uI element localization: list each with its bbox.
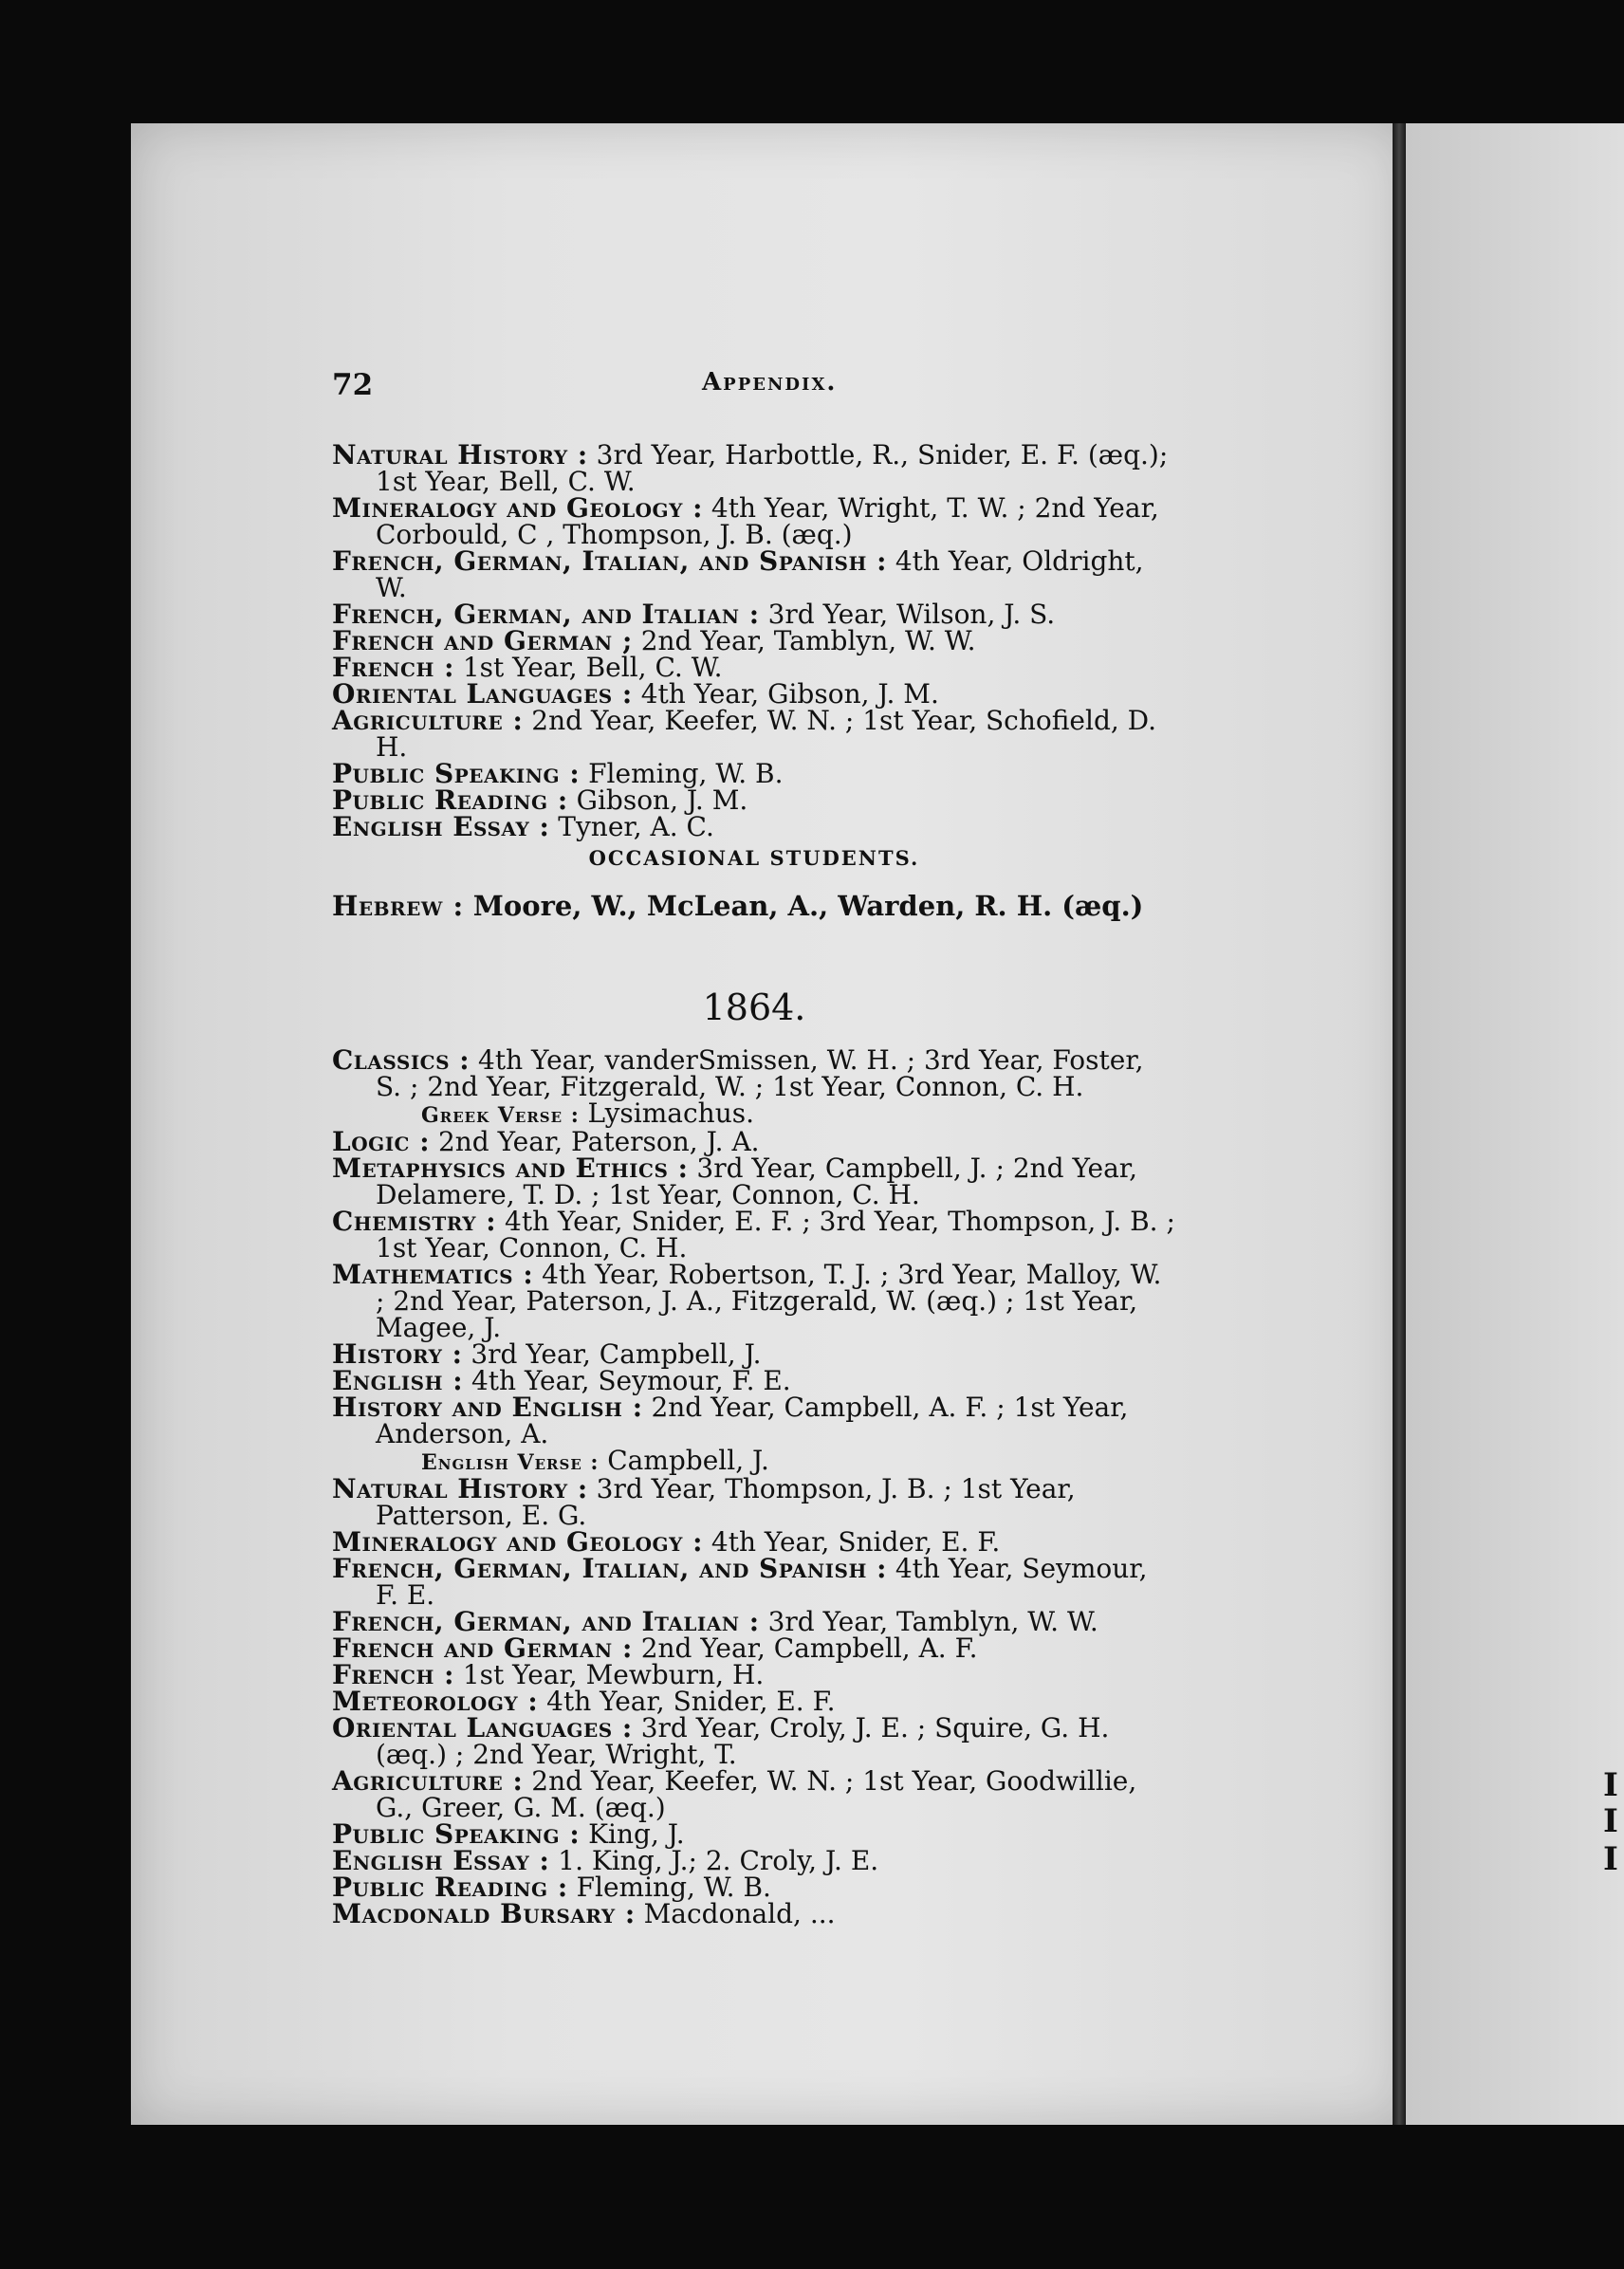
list-item: Agriculture : 2nd Year, Keefer, W. N. ; 1st Year, Schofield, D. H.: [332, 705, 1157, 763]
list-item: Public Reading : Gibson, J. M.: [332, 784, 748, 816]
list-item: English Essay : Tyner, A. C.: [332, 811, 714, 842]
page-header: [332, 368, 1176, 406]
list-item: Mineralogy and Geology : 4th Year, Wright, T. W. ; 2nd Year, Corbould, C , Thompson, J. B. (æq.): [332, 492, 1159, 550]
list-item: Public Speaking : King, J.: [332, 1818, 685, 1850]
list-item: English Verse : Campbell, J.: [421, 1445, 769, 1476]
facing-page-glyph: I: [1603, 1802, 1618, 1840]
list-item: Public Reading : Fleming, W. B.: [332, 1872, 771, 1903]
page-number: 72: [332, 368, 374, 402]
list-item: French, German, Italian, and Spanish : 4th Year, Seymour, F. E.: [332, 1553, 1148, 1611]
list-item: Public Speaking : Fleming, W. B.: [332, 758, 784, 789]
list-item: French : 1st Year, Bell, C. W.: [332, 652, 723, 683]
book-spine: [1393, 123, 1406, 2125]
list-item: Agriculture : 2nd Year, Keefer, W. N. ; 1st Year, Goodwillie, G., Greer, G. M. (æq.): [332, 1765, 1137, 1823]
list-item: Natural History : 3rd Year, Harbottle, R., Snider, E. F. (æq.); 1st Year, Bell, C. W.: [332, 439, 1169, 497]
facing-page-glyph: I: [1603, 1766, 1618, 1804]
list-item: Mathematics : 4th Year, Robertson, T. J. ; 3rd Year, Malloy, W. ; 2nd Year, Paterson, J. A., Fitzgerald, W. (æq.) ; 1st Year, Magee, J.: [332, 1259, 1162, 1343]
list-item: Macdonald Bursary : Macdonald, ...: [332, 1898, 836, 1929]
list-item: French, German, Italian, and Spanish : 4th Year, Oldright, W.: [332, 545, 1144, 603]
facing-page-glyph: I: [1603, 1840, 1618, 1878]
list-item: Metaphysics and Ethics : 3rd Year, Campbell, J. ; 2nd Year, Delamere, T. D. ; 1st Year, Connon, C. H.: [332, 1153, 1138, 1210]
list-item: French, German, and Italian : 3rd Year, Wilson, J. S.: [332, 599, 1056, 630]
occasional-students-heading: OCCASIONAL STUDENTS.: [588, 846, 920, 870]
list-item: History : 3rd Year, Campbell, J.: [332, 1338, 762, 1370]
list-item: English Essay : 1. King, J.; 2. Croly, J. E.: [332, 1845, 879, 1876]
occasional-students-entry: Hebrew : Moore, W., McLean, A., Warden, R. H. (æq.): [332, 890, 1144, 922]
list-item: History and English : 2nd Year, Campbell, A. F. ; 1st Year, Anderson, A.: [332, 1392, 1129, 1449]
running-head: Appendix.: [702, 368, 838, 397]
list-item: Logic : 2nd Year, Paterson, J. A.: [332, 1126, 760, 1157]
list-item: Greek Verse : Lysimachus.: [421, 1098, 755, 1129]
first-section: [332, 439, 1176, 842]
list-item: French, German, and Italian : 3rd Year, Tamblyn, W. W.: [332, 1606, 1098, 1637]
facing-page-edge: [1406, 123, 1624, 2125]
list-item: English : 4th Year, Seymour, F. E.: [332, 1365, 791, 1396]
list-item: Oriental Languages : 3rd Year, Croly, J. E. ; Squire, G. H. (æq.) ; 2nd Year, Wright, T.: [332, 1712, 1110, 1770]
list-item: Chemistry : 4th Year, Snider, E. F. ; 3rd Year, Thompson, J. B. ; 1st Year, Connon, C. H.: [332, 1206, 1175, 1264]
list-item: Oriental Languages : 4th Year, Gibson, J. M.: [332, 678, 939, 710]
list-item: Natural History : 3rd Year, Thompson, J. B. ; 1st Year, Patterson, E. G.: [332, 1473, 1076, 1531]
list-item: French and German : 2nd Year, Campbell, A. F.: [332, 1633, 978, 1664]
year-heading: 1864.: [702, 987, 806, 1028]
list-item: Classics : 4th Year, vanderSmissen, W. H. ; 3rd Year, Foster, S. ; 2nd Year, Fitzgerald, W. ; 1st Year, Connon, C. H.: [332, 1044, 1144, 1102]
list-item: Mineralogy and Geology : 4th Year, Snider, E. F.: [332, 1526, 1001, 1558]
year-1864-section: [332, 1044, 1176, 1929]
list-item: French : 1st Year, Mewburn, H.: [332, 1659, 765, 1690]
list-item: French and German ; 2nd Year, Tamblyn, W. W.: [332, 625, 976, 656]
list-item: Meteorology : 4th Year, Snider, E. F.: [332, 1686, 836, 1717]
